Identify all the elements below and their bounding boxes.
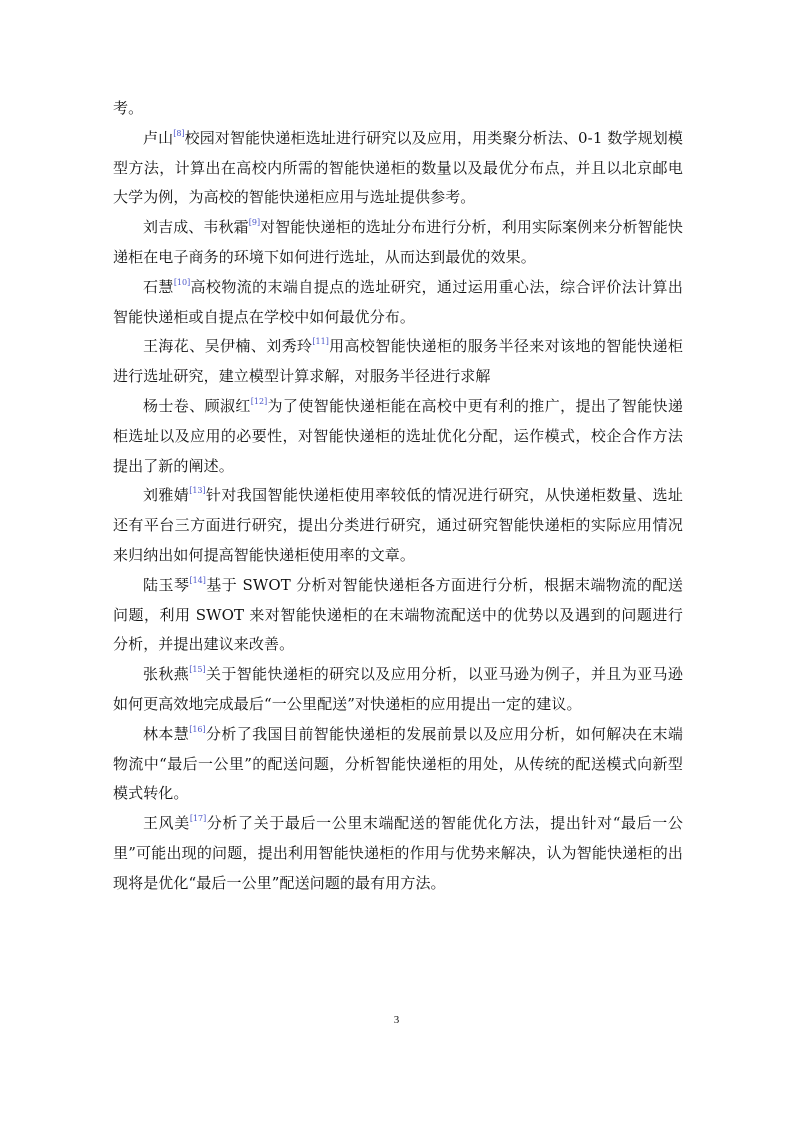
- author-name: 石慧: [143, 277, 174, 296]
- paragraph-wangfengmei: [113, 809, 683, 898]
- author-name: 林本慧: [143, 724, 190, 743]
- citation-ref[interactable]: [12]: [250, 396, 268, 406]
- page-number: 3: [393, 1014, 400, 1026]
- paragraph-yangshijuan: [113, 392, 683, 481]
- author-name: 张秋燕: [143, 665, 190, 684]
- citation-ref[interactable]: [9]: [248, 218, 261, 227]
- citation-ref[interactable]: [8]: [173, 128, 185, 138]
- paragraph-luyuqin: [113, 571, 683, 660]
- author-name: 陆玉琴: [143, 575, 190, 594]
- author-name: 王海花、吴伊楠、刘秀玲: [143, 337, 313, 356]
- citation-ref[interactable]: [15]: [189, 664, 206, 674]
- paragraph-text: 用高校智能快递柜的服务半径来对该地的智能快递柜进行选址研究，建立模型计算求解，对服务半径进行求解: [113, 337, 683, 386]
- paragraph-text: 针对我国智能快递柜使用率较低的情况进行研究，从快递柜数量、选址还有平台三方面进行研究，提出分类进行研究，通过研究智能快递柜的实际应用情况来归纳出如何提高智能快递柜使用率的文章。: [113, 486, 683, 564]
- author-name: 王风美: [143, 814, 190, 833]
- author-name: 刘吉成、韦秋霜: [143, 218, 249, 237]
- paragraph-liuyajing: [113, 481, 683, 570]
- paragraph-text: 校园对智能快递柜选址进行研究以及应用，用类聚分析法、0-1 数学规划模型方法，计算出在高校内所需的智能快递柜的数量以及最优分布点，并且以北京邮电大学为例，为高校的智能快递柜应用与选址提供参考。: [113, 128, 683, 207]
- paragraph-text: 关于智能快递柜的研究以及应用分析，以亚马逊为例子，并且为亚马逊如何更高效地完成最后“一公里配送”对快递柜的应用提出一定的建议。: [113, 665, 683, 713]
- paragraph-text: 基于 SWOT 分析对智能快递柜各方面进行分析，根据末端物流的配送问题，利用 SWOT 来对智能快递柜的在末端物流配送中的优势以及遇到的问题进行分析，并提出建议来改善。: [113, 575, 683, 654]
- paragraph-text: 分析了我国目前智能快递柜的发展前景以及应用分析，如何解决在末端物流中“最后一公里”的配送问题，分析智能快递柜的用处，从传统的配送模式向新型模式转化。: [113, 724, 683, 803]
- citation-ref[interactable]: [11]: [312, 337, 329, 347]
- citation-ref[interactable]: [13]: [189, 486, 206, 496]
- paragraph-shihui: [113, 273, 683, 333]
- author-name: 刘雅婧: [143, 486, 190, 505]
- author-name: 杨士卷、顾淑红: [143, 396, 251, 415]
- carry-over-paragraph: 考。: [113, 99, 144, 117]
- paragraph-text: 高校物流的末端自提点的选址研究，通过运用重心法，综合评价法计算出智能快递柜或自提点在学校中如何最优分布。: [113, 277, 684, 326]
- paragraph-liujicheng: [113, 213, 683, 273]
- paragraph-text: 对智能快递柜的选址分布进行分析，利用实际案例来分析智能快递柜在电子商务的环境下如何进行选址，从而达到最优的效果。: [113, 218, 683, 266]
- paragraph-zhangqiuyan: [113, 660, 683, 720]
- paragraph-linbenhui: [113, 720, 683, 809]
- citation-ref[interactable]: [16]: [189, 724, 206, 734]
- citation-ref[interactable]: [17]: [189, 813, 207, 823]
- citation-ref[interactable]: [10]: [173, 277, 191, 287]
- paragraph-text: 分析了关于最后一公里末端配送的智能优化方法，提出针对“最后一公里”可能出现的问题，提出利用智能快递柜的作用与优势来解决，认为智能快递柜的出现将是优化“最后一公里”配送问题的最有用方法。: [113, 814, 683, 892]
- citation-ref[interactable]: [14]: [189, 575, 206, 585]
- paragraph-wanghaihua: [113, 332, 683, 392]
- body-text: [113, 94, 683, 899]
- author-name: 卢山: [143, 128, 174, 147]
- paragraph-lushan: [113, 124, 683, 213]
- paragraph-text: 为了使智能快递柜能在高校中更有利的推广，提出了智能快递柜选址以及应用的必要性，对智能快递柜的选址优化分配，运作模式，校企合作方法提出了新的阐述。: [113, 396, 683, 475]
